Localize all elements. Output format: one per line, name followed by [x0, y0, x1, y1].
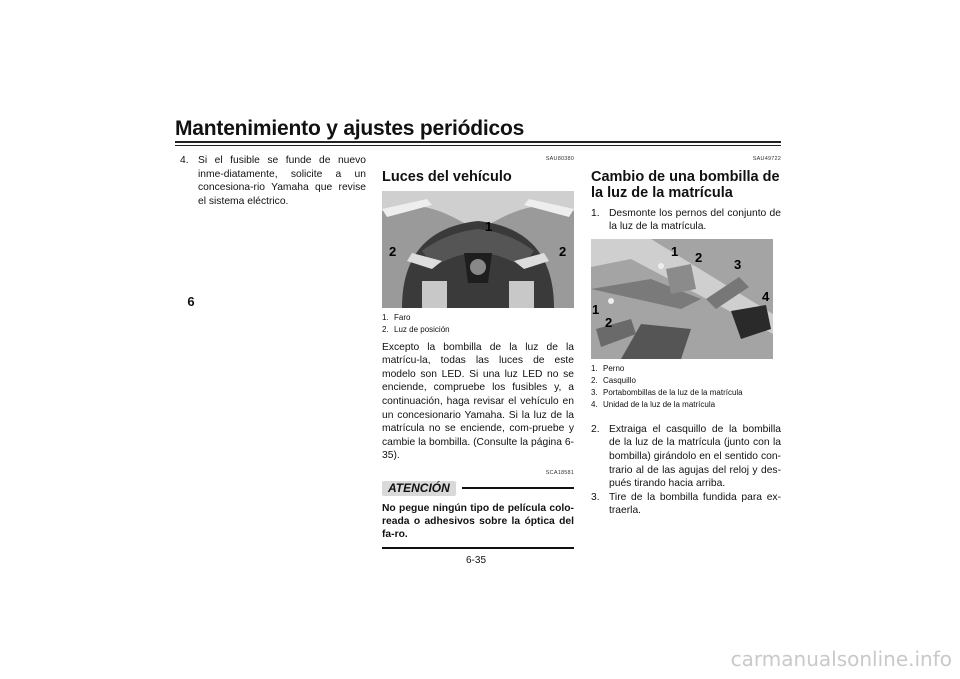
caption-row [382, 324, 574, 336]
caption-row [591, 375, 781, 387]
caption-text: Unidad de la luz de la matrícula [603, 399, 716, 409]
caption-number: 1. [591, 363, 598, 373]
license-light-photo [591, 239, 773, 359]
caption-number: 1. [382, 312, 389, 322]
step-number: 2. [591, 423, 600, 435]
watermark[interactable]: carmanualsonline.info [730, 647, 952, 671]
chapter-tab: 6 [176, 290, 206, 312]
step-number: 1. [591, 207, 600, 219]
caption-text: Portabombillas de la luz de la matrícula [603, 387, 743, 397]
page-title: Mantenimiento y ajustes periódicos [175, 117, 525, 140]
caption-number: 2. [382, 324, 389, 334]
caption-row [382, 312, 574, 324]
section-code: SAU49722 [752, 156, 781, 162]
caption-text: Luz de posición [394, 324, 450, 334]
caption-text: Casquillo [603, 375, 636, 385]
column-1 [180, 154, 366, 208]
column-3 [591, 153, 781, 518]
figure-label: 1 [485, 218, 493, 234]
item-text: Si el fusible se funde de nuevo inme-diatamente, solicite a un concesiona-rio Yamaha que revise el sistema eléctrico. [198, 155, 366, 207]
section-heading: Luces del vehículo [382, 168, 512, 185]
caption-row [591, 387, 781, 399]
figure-captions [591, 363, 781, 411]
warning-code: SCA18581 [545, 469, 574, 476]
list-item [180, 154, 366, 208]
warning-text: No pegue ningún tipo de película colo-reada o adhesivos sobre la óptica del fa-ro. [382, 503, 574, 541]
figure-label: 2 [389, 243, 397, 259]
figure-label: 4 [762, 288, 770, 304]
caption-number: 4. [591, 399, 598, 409]
step-text: Desmonte los pernos del conjunto de la luz de la matrícula. [609, 207, 781, 233]
section-heading: Cambio de una bombilla de la luz de la matrícula [591, 168, 780, 201]
warning-end-rule [382, 547, 574, 549]
license-light-illustration [591, 239, 773, 359]
figure-captions [382, 312, 574, 336]
figure-label: 3 [734, 256, 742, 272]
step-item [591, 207, 781, 234]
figure-label: 2 [695, 249, 703, 265]
figure-label: 1 [592, 301, 600, 317]
figure-label: 1 [671, 243, 679, 259]
figure-label: 2 [559, 243, 567, 259]
caption-row [591, 363, 781, 375]
caption-number: 3. [591, 387, 598, 397]
caption-row [591, 399, 781, 411]
step-text: Extraiga el casquillo de la bombilla de la luz de la matrícula (junto con la bombilla) girándolo en el sentido con-trario al de las agujas del reloj y des-pués tirando hacia arriba. [609, 423, 781, 490]
title-rule-thin [175, 145, 781, 146]
warning-label: ATENCIÓN [382, 481, 456, 497]
column-2 [382, 153, 574, 549]
page-number: 6-35 [466, 555, 487, 566]
title-rule [175, 141, 781, 143]
step-item [591, 423, 781, 491]
caption-number: 2. [591, 375, 598, 385]
item-number: 4. [180, 155, 189, 166]
section-code: SAU80380 [545, 156, 574, 162]
warning-rule [462, 487, 574, 489]
body-paragraph: Excepto la bombilla de la luz de la matrícu-la, todas las luces de este modelo son LED. Si una luz LED no se enciende, compruebe los fusibles y, a continuación, haga revisar el vehículo en un concesionario Yamaha. Si la luz de la matrícula no se enciende, com-pruebe y cambie la bombilla. (Consulte la página 6-35). [382, 341, 574, 462]
step-number: 3. [591, 491, 600, 503]
step-item [591, 491, 781, 518]
caption-text: Perno [603, 363, 625, 373]
figure-label: 2 [605, 314, 613, 330]
headlight-photo [382, 191, 574, 308]
warning-header [382, 481, 574, 497]
headlight-illustration [382, 191, 574, 308]
step-text: Tire de la bombilla fundida para ex-traerla. [609, 491, 781, 517]
caption-text: Faro [394, 312, 411, 322]
